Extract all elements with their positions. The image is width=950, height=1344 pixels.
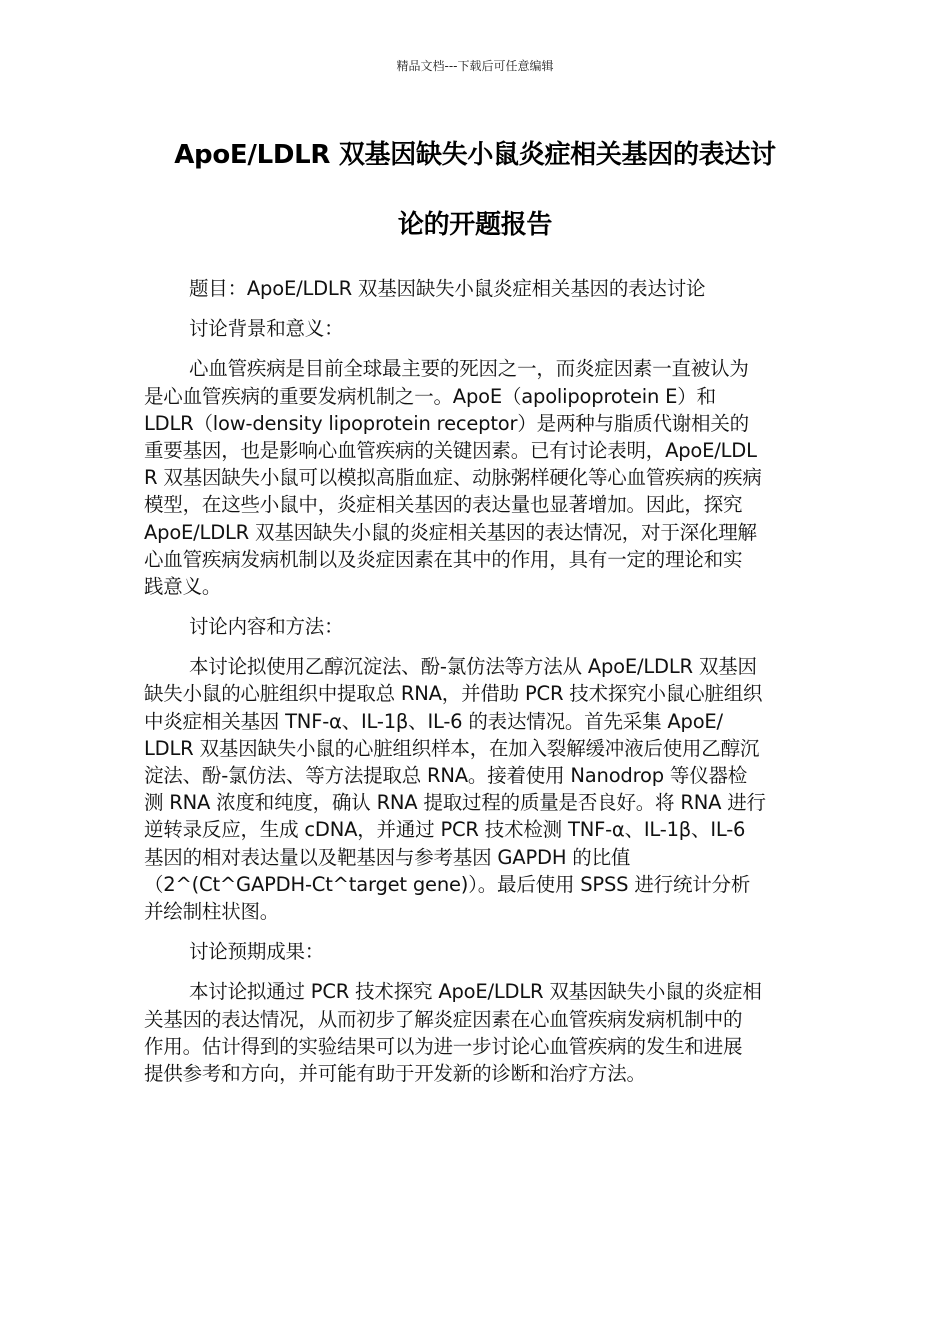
topic-line: 题目：ApoE/LDLR 双基因缺失小鼠炎症相关基因的表达讨论 xyxy=(189,277,706,300)
background-paragraph xyxy=(144,355,806,600)
header-note: 精品文档---下载后可任意编辑 xyxy=(396,59,554,73)
document-title xyxy=(144,137,806,277)
paragraph-line: 践意义。 xyxy=(144,574,222,598)
paragraph-line: ApoE/LDLR 双基因缺失小鼠的炎症相关基因的表达情况，对于深化理解 xyxy=(144,520,757,544)
paragraph-line: 心血管疾病是目前全球最主要的死因之一，而炎症因素一直被认为 xyxy=(189,357,749,381)
paragraph-line: LDLR 双基因缺失小鼠的心脏组织样本，在加入裂解缓冲液后使用乙醇沉 xyxy=(144,736,760,760)
paragraph-line: 本讨论拟使用乙醇沉淀法、酚-氯仿法等方法从 ApoE/LDLR 双基因 xyxy=(189,655,757,679)
paragraph-line: 测 RNA 浓度和纯度，确认 RNA 提取过程的质量是否良好。将 RNA 进行 xyxy=(144,791,766,815)
section-heading-expected-results: 讨论预期成果： xyxy=(189,940,325,964)
paragraph-line: 重要基因，也是影响心血管疾病的关键因素。已有讨论表明，ApoE/LDL xyxy=(144,438,757,462)
paragraph-line: 缺失小鼠的心脏组织中提取总 RNA，并借助 PCR 技术探究小鼠心脏组织 xyxy=(144,682,763,706)
paragraph-line: 并绘制柱状图。 xyxy=(144,899,280,923)
paragraph-line: （2^(Ct^GAPDH-Ct^target gene)）。最后使用 SPSS 进行统计分析 xyxy=(144,872,751,896)
paragraph-line: 中炎症相关基因 TNF-α、IL-1β、IL-6 的表达情况。首先采集 ApoE/ xyxy=(144,709,723,733)
title-line-1: ApoE/LDLR 双基因缺失小鼠炎症相关基因的表达讨 xyxy=(174,140,776,170)
paragraph-line: 关基因的表达情况，从而初步了解炎症因素在心血管疾病发病机制中的 xyxy=(144,1007,743,1031)
paragraph-line: R 双基因缺失小鼠可以模拟高脂血症、动脉粥样硬化等心血管疾病的疾病 xyxy=(144,466,762,490)
section-heading-background: 讨论背景和意义： xyxy=(189,317,344,341)
paragraph-line: 淀法、酚-氯仿法、等方法提取总 RNA。接着使用 Nanodrop 等仪器检 xyxy=(144,764,748,788)
paragraph-line: 是心血管疾病的重要发病机制之一。ApoE（apolipoprotein E）和 xyxy=(144,384,716,408)
paragraph-line: LDLR（low-density lipoprotein receptor）是两种与脂质代谢相关的 xyxy=(144,411,749,435)
section-heading-methods: 讨论内容和方法： xyxy=(189,615,344,639)
expected-results-paragraph xyxy=(144,978,806,1087)
paragraph-line: 心血管疾病发病机制以及炎症因素在其中的作用，具有一定的理论和实 xyxy=(144,547,743,571)
paragraph-line: 模型，在这些小鼠中，炎症相关基因的表达量也显著增加。因此，探究 xyxy=(144,493,743,517)
paragraph-line: 本讨论拟通过 PCR 技术探究 ApoE/LDLR 双基因缺失小鼠的炎症相 xyxy=(189,980,762,1004)
paragraph-line: 作用。估计得到的实验结果可以为进一步讨论心血管疾病的发生和进展 xyxy=(144,1034,743,1058)
methods-paragraph xyxy=(144,653,806,925)
paragraph-line: 逆转录反应，生成 cDNA，并通过 PCR 技术检测 TNF-α、IL-1β、IL-6 xyxy=(144,818,746,842)
paragraph-line: 基因的相对表达量以及靶基因与参考基因 GAPDH 的比值 xyxy=(144,845,631,869)
paragraph-line: 提供参考和方向，并可能有助于开发新的诊断和治疗方法。 xyxy=(144,1061,646,1085)
document-body xyxy=(144,275,806,1100)
title-line-2: 论的开题报告 xyxy=(397,210,553,240)
